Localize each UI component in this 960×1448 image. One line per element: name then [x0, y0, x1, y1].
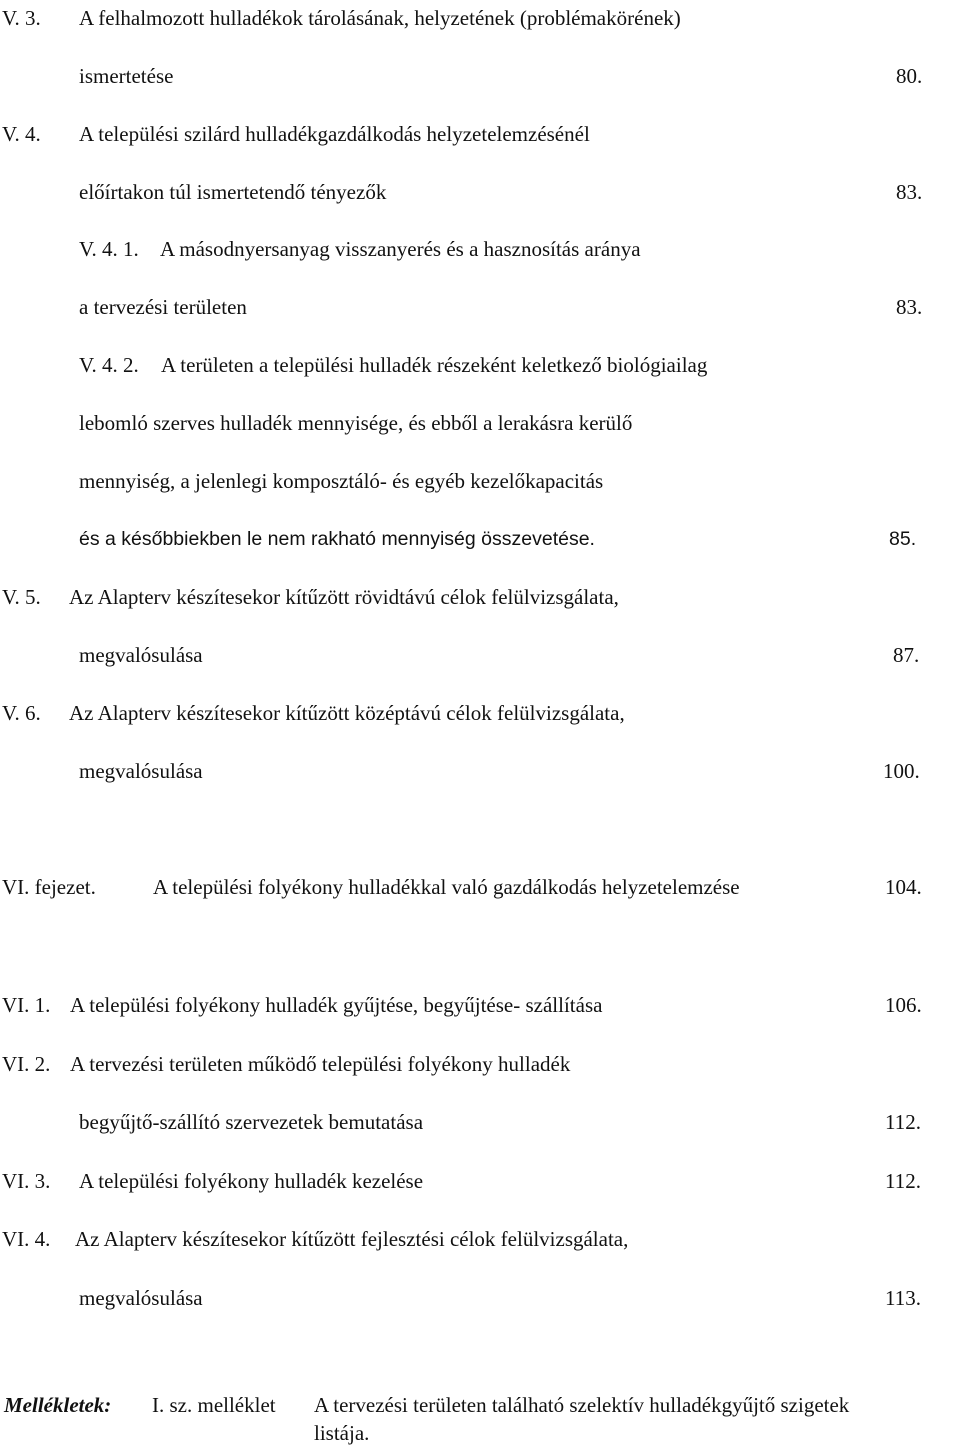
- attachment-item-title-continued[interactable]: listája.: [314, 1421, 370, 1445]
- toc-title-line: A területen a települési hulladék részeként keletkező biológiailag: [161, 353, 708, 377]
- toc-page-number: 112.: [885, 1110, 921, 1134]
- toc-page-number: 113.: [885, 1286, 921, 1310]
- toc-title-line: Az Alapterv készítesekor kítűzött rövidtávú célok felülvizsgálata,: [69, 585, 619, 609]
- toc-title-line: és a későbbiekben le nem rakható mennyiség összevetése.: [79, 528, 595, 550]
- toc-page-number: 80.: [896, 64, 923, 88]
- toc-page-number: 83.: [896, 180, 923, 204]
- toc-page-number: 85.: [889, 528, 917, 550]
- attachment-item-title[interactable]: A tervezési területen található szelektív hulladékgyűjtő szigetek: [314, 1393, 850, 1417]
- toc-page-number: 100.: [883, 759, 920, 783]
- toc-title-line: lebomló szerves hulladék mennyisége, és ebből a lerakásra kerülő: [79, 411, 633, 435]
- attachments-label: Mellékletek:: [4, 1393, 112, 1417]
- toc-title-line: A tervezési területen működő települési folyékony hulladék: [70, 1052, 571, 1076]
- toc-number: VI. 3.: [2, 1169, 51, 1193]
- toc-title-line: megvalósulása: [79, 1286, 203, 1310]
- toc-number: V. 4. 2.: [79, 353, 139, 377]
- toc-title-line: A települési folyékony hulladék gyűjtése, begyűjtése- szállítása: [70, 993, 603, 1017]
- toc-title-line: megvalósulása: [79, 643, 203, 667]
- toc-title-line: A másodnyersanyag visszanyerés és a hasznosítás aránya: [160, 237, 641, 261]
- toc-title-line: A települési szilárd hulladékgazdálkodás helyzetelemzésénél: [79, 122, 590, 146]
- toc-number: V. 6.: [2, 701, 41, 725]
- toc-title-line: ismertetése: [79, 64, 174, 88]
- toc-page-number: 83.: [896, 295, 923, 319]
- toc-number: VI. 1.: [2, 993, 51, 1017]
- toc-number: V. 4.: [2, 122, 41, 146]
- toc-number: V. 5.: [2, 585, 41, 609]
- toc-title-line: A települési folyékony hulladékkal való gazdálkodás helyzetelemzése: [153, 875, 740, 899]
- toc-number: V. 4. 1.: [79, 237, 139, 261]
- toc-number: VI. 4.: [2, 1227, 51, 1251]
- toc-title-line: A települési folyékony hulladék kezelése: [79, 1169, 424, 1193]
- toc-number: VI. 2.: [2, 1052, 51, 1076]
- toc-title-line: Az Alapterv készítesekor kítűzött középtávú célok felülvizsgálata,: [69, 701, 625, 725]
- toc-page-number: 112.: [885, 1169, 921, 1193]
- toc-title-line: begyűjtő-szállító szervezetek bemutatása: [79, 1110, 424, 1134]
- toc-title-line: Az Alapterv készítesekor kítűzött fejlesztési célok felülvizsgálata,: [75, 1227, 629, 1251]
- toc-title-line: mennyiség, a jelenlegi komposztáló- és egyéb kezelőkapacitás: [79, 469, 604, 493]
- toc-page-number: 104.: [885, 875, 922, 899]
- attachment-item-number[interactable]: I. sz. melléklet: [152, 1393, 276, 1417]
- toc-title-line: megvalósulása: [79, 759, 203, 783]
- toc-title-line: a tervezési területen: [79, 295, 247, 319]
- toc-page-number: 106.: [885, 993, 922, 1017]
- toc-title-line: előírtakon túl ismertetendő tényezők: [79, 180, 387, 204]
- toc-number: VI. fejezet.: [2, 875, 96, 899]
- toc-title-line: A felhalmozott hulladékok tárolásának, helyzetének (problémakörének): [79, 6, 681, 30]
- toc-number: V. 3.: [2, 6, 41, 30]
- toc-page-number: 87.: [893, 643, 920, 667]
